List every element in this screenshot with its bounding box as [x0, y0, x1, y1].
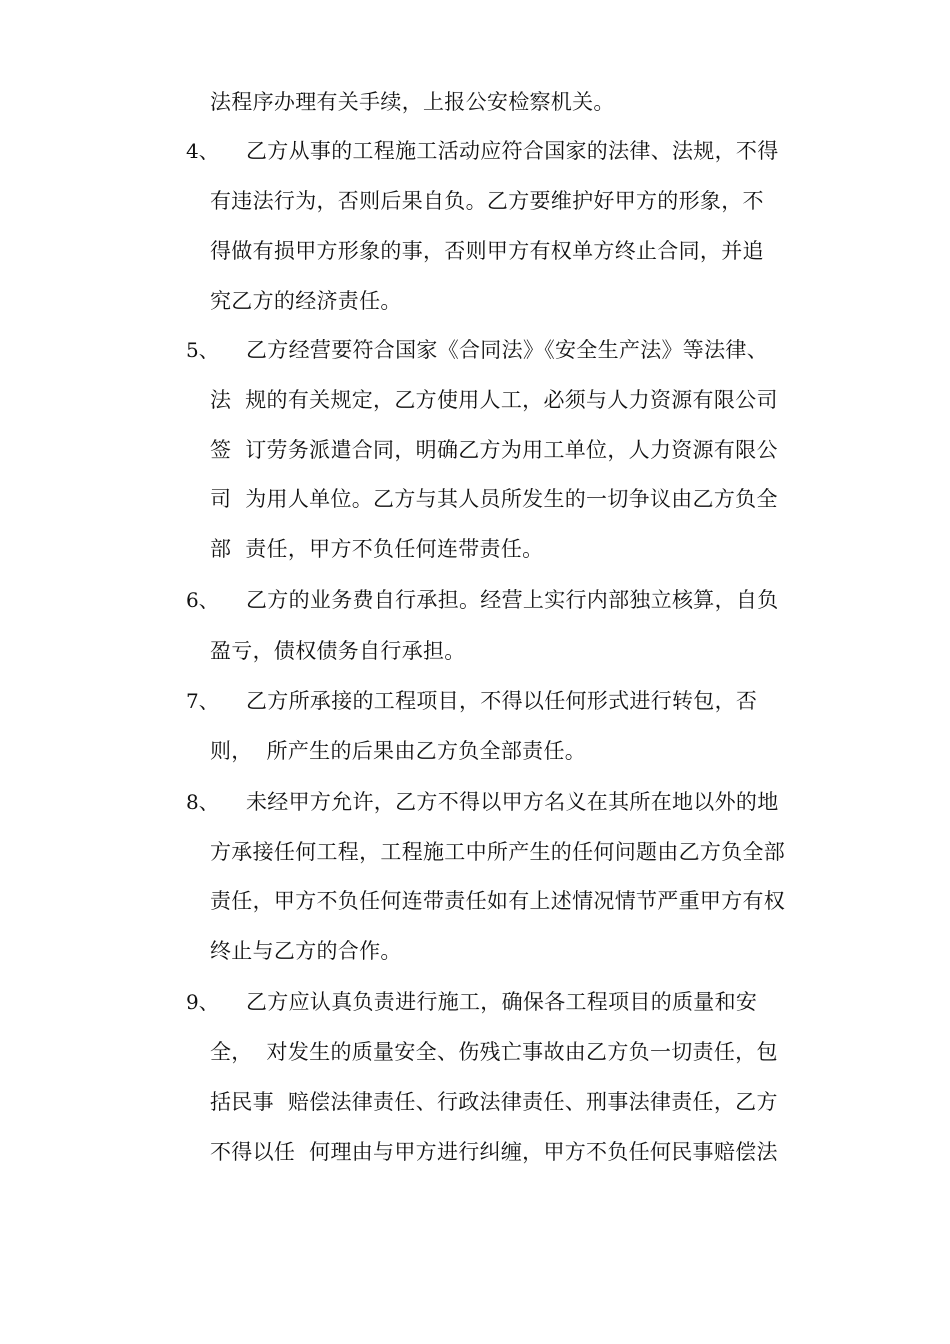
text-line: 则， 所产生的后果由乙方负全部责任。: [210, 739, 587, 763]
text-line: 有违法行为，否则后果自负。乙方要维护好甲方的形象，不: [210, 189, 764, 213]
text-line: 责任，甲方不负任何连带责任如有上述情况情节严重甲方有权: [210, 889, 786, 913]
clause-number-7: 7、: [186, 689, 219, 713]
text-line: 部 责任，甲方不负任何连带责任。: [210, 537, 544, 561]
text-line: 法程序办理有关手续，上报公安检察机关。: [210, 90, 615, 114]
text-line: 全， 对发生的质量安全、伤残亡事故由乙方负一切责任，包: [210, 1040, 778, 1064]
clause-number-4: 4、: [186, 139, 219, 163]
text-line: 终止与乙方的合作。: [210, 939, 402, 963]
text-line: 究乙方的经济责任。: [210, 289, 402, 313]
text-line: 方承接任何工程，工程施工中所产生的任何问题由乙方负全部: [210, 840, 786, 864]
text-line: 括民事 赔偿法律责任、行政法律责任、刑事法律责任，乙方: [210, 1090, 778, 1114]
text-line: 乙方的业务费自行承担。经营上实行内部独立核算，自负: [246, 588, 779, 612]
text-line: 盈亏，债权债务自行承担。: [210, 639, 466, 663]
clause-number-6: 6、: [186, 588, 219, 612]
text-line: 司 为用人单位。乙方与其人员所发生的一切争议由乙方负全: [210, 487, 778, 511]
clause-number-5: 5、: [186, 338, 219, 362]
text-line: 乙方应认真负责进行施工，确保各工程项目的质量和安: [246, 990, 758, 1014]
text-line: 法 规的有关规定，乙方使用人工，必须与人力资源有限公司: [210, 388, 778, 412]
text-line: 签 订劳务派遣合同，明确乙方为用工单位，人力资源有限公: [210, 438, 778, 462]
text-line: 不得以任 何理由与甲方进行纠缠，甲方不负任何民事赔偿法: [210, 1140, 778, 1164]
clause-number-8: 8、: [186, 790, 219, 814]
clause-number-9: 9、: [186, 990, 219, 1014]
text-line: 乙方从事的工程施工活动应符合国家的法律、法规，不得: [246, 139, 779, 163]
text-line: 乙方所承接的工程项目，不得以任何形式进行转包，否: [246, 689, 758, 713]
text-line: 未经甲方允许，乙方不得以甲方名义在其所在地以外的地: [246, 790, 779, 814]
text-line: 得做有损甲方形象的事，否则甲方有权单方终止合同，并追: [210, 239, 764, 263]
text-line: 乙方经营要符合国家《合同法》《安全生产法》等法律、: [246, 338, 768, 362]
